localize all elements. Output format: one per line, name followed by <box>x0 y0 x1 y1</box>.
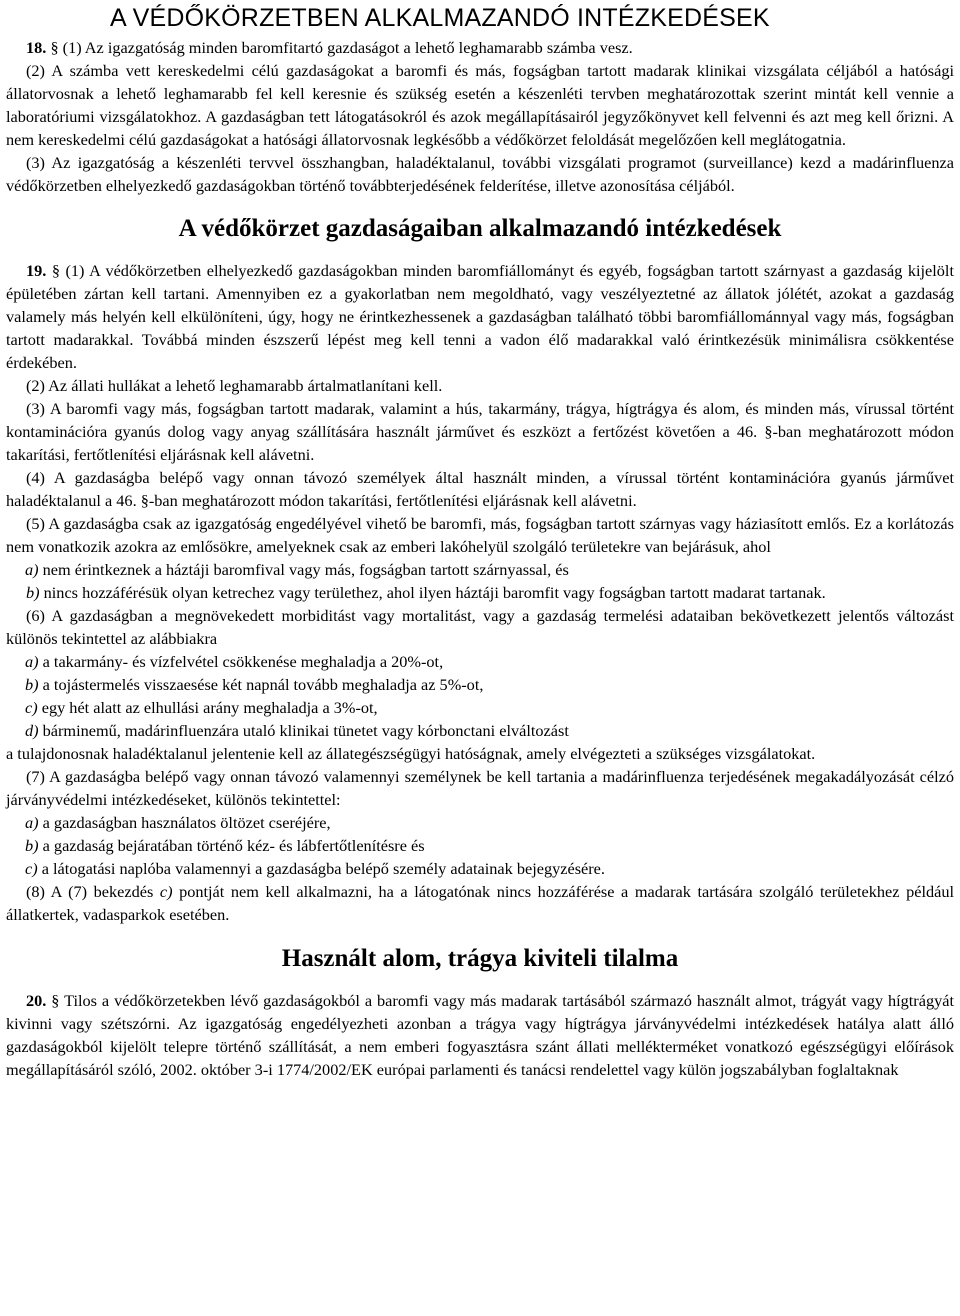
item-text: a takarmány- és vízfelvétel csökkenése meghaladja a 20%-ot, <box>38 652 444 671</box>
sec19-para6-tail: a tulajdonosnak haladéktalanul jelentenie kell az állategészségügyi hatóságnak, amely elvégezteti a szükséges vizsgálatokat. <box>6 744 816 763</box>
sec19-para5: (5) A gazdaságba csak az igazgatóság engedélyével vihető be baromfi, más, fogságban tartott szárnyas vagy háziasított emlős. Ez a korlátozás nem vonatkozik azokra az emlősökre, amelyeknek csak az emberi lakóhelyül szolgáló területekre van bejárásuk, ahol <box>6 514 954 556</box>
sec19-para5-item-b <box>6 581 954 604</box>
sec19-para6-item-d <box>6 719 954 742</box>
sec18-para3: (3) Az igazgatóság a készenléti tervvel összhangban, haladéktalanul, további vizsgálati programot (surveillance) kezd a madárinfluenza védőkörzetben elhelyezkedő gazdaságokban történő továbbterjedésének felderítése, illetve azonosítása céljából. <box>6 153 954 195</box>
item-marker: d) <box>25 721 39 740</box>
sec19-para2: (2) Az állati hullákat a lehető leghamarabb ártalmatlanítani kell. <box>26 376 443 395</box>
item-marker: a) <box>25 652 39 671</box>
sec19-para7-item-b <box>6 834 954 857</box>
item-marker: b) <box>26 583 40 602</box>
sec19-number: 19. <box>26 261 47 280</box>
item-text: nincs hozzáférésük olyan ketrechez vagy területhez, ahol ilyen háztáji baromfit vagy fogságban tartott madarat tartanak. <box>39 583 826 602</box>
sec19-para4: (4) A gazdaságba belépő vagy onnan távozó személyek által használt minden, a vírussal történt kontaminációra gyanús járművet haladéktalanul a 46. §-ban meghatározott módon takarítási, fertőtlenítési eljárásnak kell alávetni. <box>6 468 954 510</box>
section-heading-measures: A védőkörzet gazdaságaiban alkalmazandó intézkedések <box>178 215 782 242</box>
section-heading-manure-ban: Használt alom, trágya kiviteli tilalma <box>281 945 679 972</box>
item-text: bárminemű, madárinfluenzára utaló klinikai tünetet vagy kórbonctani elváltozást <box>38 721 569 740</box>
sec19-para6-item-a <box>6 650 954 673</box>
item-marker: c) <box>25 859 38 878</box>
sec19-para7: (7) A gazdaságba belépő vagy onnan távozó valamennyi személynek be kell tartania a madárinfluenza terjedésének megakadályozását célzó járványvédelmi intézkedéseket, különös tekintettel: <box>6 767 954 809</box>
sec19-para6-item-b <box>6 673 954 696</box>
item-text: a látogatási naplóba valamennyi a gazdaságba belépő személy adatainak bejegyzésére. <box>37 859 605 878</box>
sec18-number: 18. <box>26 38 47 57</box>
item-marker: a) <box>25 560 39 579</box>
sec18-para2: (2) A számba vett kereskedelmi célú gazdaságokat a baromfi és más, fogságban tartott madarak klinikai vizsgálata céljából a hatósági állatorvosnak a lehető leghamarabb fel kell keresnie és szükség esetén a készenléti tervben meghatározottak szerint mintát kell vennie a laboratóriumi vizsgálatokhoz. A gazdaságban tett látogatásokról és azok megállapításairól jegyzőkönyvet kell felvenni és azt meg kell őrizni. A nem kereskedelmi célú gazdaságokat a hatósági állatorvosnak legkésőbb a védőkörzet feloldását megelőzően kell meglátogatnia. <box>6 61 954 149</box>
sec19-para1 <box>6 259 954 374</box>
sec19-para6: (6) A gazdaságban a megnövekedett morbiditást vagy mortalitást, vagy a gazdaság termelési adataiban bekövetkezett jelentős változást különös tekintettel az alábbiakra <box>6 606 954 648</box>
para8-post: pontját nem kell alkalmazni, ha a látogatónak nincs hozzáférése a madarak tartására szolgáló területekhez például állatkertek, vadasparkok esetében. <box>6 882 955 924</box>
sec19-para7-item-c <box>6 857 954 880</box>
item-marker: c) <box>25 698 38 717</box>
item-marker: b) <box>25 836 39 855</box>
para8-pre: (8) A (7) bekezdés <box>26 882 160 901</box>
sec19-para8 <box>6 880 954 926</box>
sec19-para6-item-c <box>6 696 954 719</box>
item-marker: c) <box>159 882 173 901</box>
item-text: a tojástermelés visszaesése két napnál tovább meghaladja az 5%-ot, <box>38 675 484 694</box>
item-text: nem érintkeznek a háztáji baromfival vagy más, fogságban tartott szárnyassal, és <box>38 560 569 579</box>
item-marker: b) <box>25 675 39 694</box>
sec18-para1-text: § (1) Az igazgatóság minden baromfitartó gazdaságot a lehető leghamarabb számba vesz. <box>50 38 633 57</box>
sec19-para3: (3) A baromfi vagy más, fogságban tartott madarak, valamint a hús, takarmány, trágya, hígtrágya és alom, és minden más, vírussal történt kontaminációra gyanús dolog vagy anyag szállítására használt járművet és eszközt a fertőzést követően a 46. §-ban meghatározott módon takarítási, fertőtlenítési eljárásnak kell alávetni. <box>6 399 954 464</box>
item-marker: a) <box>25 813 39 832</box>
sec20-para1-text: § Tilos a védőkörzetekben lévő gazdaságokból a baromfi vagy más madarak tartásából származó használt almot, trágyát vagy hígtrágyát kivinni vagy szétszórni. Az igazgatóság engedélyezheti azonban a trágya vagy hígtrágya járványvédelmi intézkedések hatálya alatt álló gazdaságokból kijelölt telepre történő szállítását, a nem emberi fogyasztásra szánt állati mellékterméket vonatkozó egészségügyi előírások megállapításáról szóló, 2002. október 3-i 1774/2002/EK európai parlamenti és tanácsi rendelettel vagy külön jogszabályban foglaltaknak <box>6 991 954 1079</box>
item-text: egy hét alatt az elhullási arány meghaladja a 3%-ot, <box>37 698 378 717</box>
item-text: a gazdaságban használatos öltözet cseréjére, <box>38 813 331 832</box>
item-text: a gazdaság bejáratában történő kéz- és lábfertőtlenítésre és <box>38 836 425 855</box>
sec20-para1 <box>6 989 954 1081</box>
running-title: A VÉDŐKÖRZETBEN ALKALMAZANDÓ INTÉZKEDÉSEK <box>110 4 770 32</box>
sec20-number: 20. <box>26 991 47 1010</box>
sec19-para1-text: § (1) A védőkörzetben elhelyezkedő gazdaságokban minden baromfiállományt és egyéb, fogságban tartott szárnyast a gazdaság kijelölt épületében zártan kell tartani. Amennyiben ez a gyakorlatban nem megoldható, vagy veszélyeztetné az állatok jólétét, azokat a gazdaság valamely más helyén kell elkülöníteni, úgy, hogy ne érintkezhessenek a gazdaságban található többi baromfiállománnyal vagy más, fogságban tartott madarakkal. Továbbá minden észszerű lépést meg kell tenni a vadon élő madarakkal való érintkezésük minimálisra csökkentése érdekében. <box>6 261 954 372</box>
sec19-para7-item-a <box>6 811 954 834</box>
sec19-para5-item-a <box>6 558 954 581</box>
sec18-para1 <box>6 36 954 59</box>
